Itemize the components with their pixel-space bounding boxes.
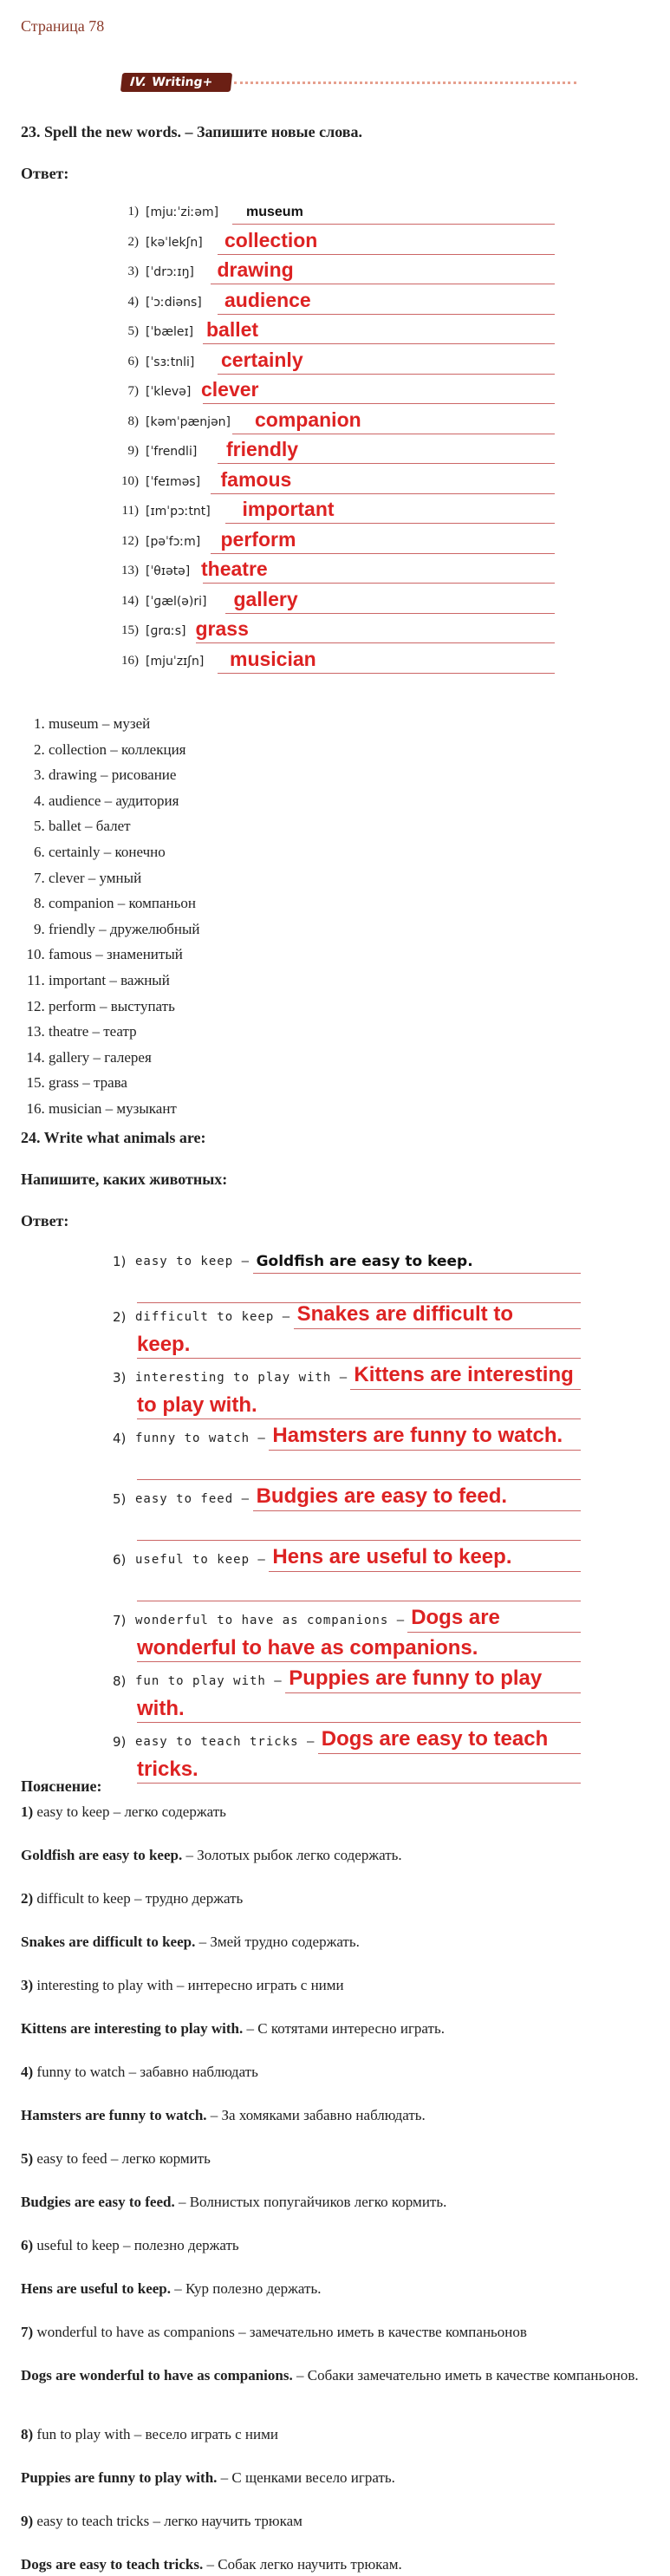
- explanation-text: – С щенками весело играть.: [217, 2469, 395, 2486]
- explanation-bold: 6): [21, 2237, 34, 2253]
- explanation-line: [21, 1800, 654, 1823]
- spelled-word: famous: [220, 467, 292, 491]
- explanation-line: [21, 2234, 654, 2257]
- translation-item: 1. museum – музей: [49, 711, 569, 737]
- word-row: [113, 408, 555, 441]
- answer-line: [203, 403, 555, 404]
- explanation-text: easy to keep – легко содержать: [33, 1803, 226, 1820]
- explanation-bold: 3): [21, 1977, 34, 1993]
- answer-line-second: [137, 1358, 581, 1359]
- animal-answer-continued: to play with.: [137, 1393, 257, 1417]
- answer-line: [218, 673, 555, 674]
- explanation-line: [21, 2147, 654, 2170]
- word-row-number: 1): [127, 205, 139, 218]
- answer-line-second: [137, 1540, 581, 1541]
- spelled-word: audience: [224, 288, 311, 311]
- spelled-word: companion: [255, 408, 361, 431]
- word-row-number: 7): [127, 384, 139, 398]
- explanation-text: – Собаки замечательно иметь в качестве компаньонов.: [292, 2367, 639, 2384]
- translation-item: 15. grass – трава: [49, 1070, 569, 1096]
- explanation-text: easy to teach tricks – легко научить трюкам: [33, 2513, 302, 2529]
- translation-item: 13. theatre – театр: [49, 1019, 569, 1045]
- animal-row-number: 3): [113, 1370, 127, 1386]
- translation-item: 16. musician – музыкант: [49, 1096, 569, 1122]
- explanation-bold: Kittens are interesting to play with.: [21, 2020, 244, 2037]
- spelled-word: gallery: [233, 587, 298, 610]
- animal-answer-continued: with.: [137, 1697, 185, 1720]
- explanation-text: easy to feed – легко кормить: [33, 2150, 211, 2167]
- word-row: [113, 647, 555, 681]
- word-row: [113, 440, 555, 471]
- word-row: [113, 617, 555, 650]
- animal-row-number: 1): [113, 1254, 127, 1269]
- translation-item: 10. famous – знаменитый: [49, 942, 569, 968]
- answer-line: [196, 642, 556, 643]
- explanation-bold: Dogs are wonderful to have as companions.: [21, 2367, 293, 2384]
- answer-line-second: [137, 1722, 581, 1723]
- spelled-word: ballet: [206, 318, 259, 341]
- answer-line: [253, 1510, 581, 1511]
- explanation-text: interesting to play with – интересно играть с ними: [33, 1977, 344, 1993]
- page-number: Страница 78: [21, 17, 105, 35]
- transcription: [ˈsɜːtnli]: [146, 355, 195, 369]
- word-row-number: 8): [127, 414, 139, 428]
- explanation-bold: 2): [21, 1890, 34, 1907]
- answer-line-second: [137, 1418, 581, 1419]
- transcription: [ˈfeɪməs]: [146, 474, 201, 489]
- word-row: [113, 587, 555, 621]
- explanation-text: – Змей трудно содержать.: [195, 1934, 360, 1950]
- translation-item: 5. ballet – балет: [49, 813, 569, 839]
- word-row-number: 14): [121, 593, 139, 608]
- animal-prompt: difficult to keep —: [135, 1310, 291, 1324]
- answer-line: [218, 374, 555, 375]
- explanation-text: – С котятами интересно играть.: [243, 2020, 445, 2037]
- answer-line: [407, 1632, 581, 1633]
- answer-line: [211, 553, 556, 554]
- answer-line-second: [137, 1783, 581, 1784]
- explanation-line: [21, 2017, 654, 2040]
- transcription: [ˈɔːdiəns]: [146, 295, 202, 310]
- word-row-number: 11): [121, 504, 139, 518]
- explanation-text: funny to watch – забавно наблюдать: [33, 2064, 258, 2080]
- animal-row-number: 9): [113, 1734, 127, 1750]
- transcription: [ˈbæleɪ]: [146, 325, 194, 339]
- transcription: [mjuːˈziːəm]: [146, 205, 219, 219]
- answer-line: [253, 1273, 581, 1274]
- answer-line: [211, 493, 556, 494]
- spelled-word: musician: [230, 647, 316, 670]
- section-banner: [121, 68, 576, 97]
- explanation-text: useful to keep – полезно держать: [33, 2237, 239, 2253]
- transcription: [mjuˈzɪʃn]: [146, 654, 205, 668]
- spelled-word: collection: [224, 228, 318, 251]
- explanation-bold: Dogs are easy to teach tricks.: [21, 2556, 204, 2573]
- word-row-number: 10): [121, 473, 139, 488]
- word-row-number: 9): [127, 444, 139, 458]
- animal-answer: Kittens are interesting: [354, 1363, 574, 1386]
- spelled-word: museum: [246, 205, 303, 219]
- translation-item: 8. companion – компаньон: [49, 890, 569, 916]
- word-row-number: 12): [121, 533, 139, 548]
- explanation-line: [21, 1973, 654, 1997]
- word-row: [113, 500, 555, 531]
- banner-label: Writing+: [151, 75, 214, 89]
- translation-item: 6. certainly – конечно: [49, 839, 569, 865]
- word-row: [113, 560, 555, 590]
- animal-answer-continued: tricks.: [137, 1758, 198, 1781]
- animal-answer: Snakes are difficult to: [296, 1302, 513, 1326]
- explanation-bold: Goldfish are easy to keep.: [21, 1847, 183, 1863]
- explanation-bold: Snakes are difficult to keep.: [21, 1934, 196, 1950]
- answer-line: [218, 463, 555, 464]
- explanation-bold: 5): [21, 2150, 34, 2167]
- explanation-text: – Волнистых попугайчиков легко кормить.: [174, 2194, 447, 2210]
- translation-list: [21, 711, 569, 1122]
- spelled-word: important: [242, 498, 335, 520]
- explanation-line: [21, 2320, 654, 2344]
- exercise-24-title: 24. Write what animals are:: [21, 1129, 206, 1146]
- word-row: [113, 228, 555, 262]
- translation-item: 11. important – важный: [49, 968, 569, 994]
- animal-row-number: 7): [113, 1613, 127, 1628]
- explanation-bold: 7): [21, 2324, 34, 2340]
- answer-line: [203, 583, 555, 584]
- answer-line: [294, 1328, 581, 1329]
- exercise-23-answer-label: Ответ:: [21, 165, 69, 182]
- explanation-bold: 1): [21, 1803, 34, 1820]
- word-row: [113, 348, 555, 382]
- transcription: [ɡrɑːs]: [146, 624, 186, 638]
- transcription: [ˈɡæl(ə)ri]: [146, 594, 207, 609]
- word-row-number: 2): [127, 234, 139, 249]
- explanation-text: – Собак легко научить трюкам.: [203, 2556, 402, 2573]
- spelled-word: certainly: [221, 348, 303, 371]
- animal-prompt: interesting to play with —: [135, 1371, 348, 1385]
- answer-line: [203, 343, 555, 344]
- word-row-number: 4): [127, 294, 139, 309]
- explanation-title: Пояснение:: [21, 1777, 102, 1795]
- banner-tag: [120, 73, 233, 92]
- spelled-word: friendly: [226, 438, 299, 460]
- explanation-bold: Puppies are funny to play with.: [21, 2469, 218, 2486]
- explanation-line: [21, 1887, 654, 1910]
- explanation-line: [21, 2553, 654, 2576]
- animal-row-number: 2): [113, 1309, 127, 1325]
- answer-line: [225, 613, 556, 614]
- word-row: [113, 467, 555, 501]
- word-row: [113, 258, 555, 291]
- animal-prompt: easy to feed —: [135, 1492, 250, 1506]
- answer-line-second: [137, 1661, 581, 1662]
- spelling-word-list: [113, 201, 555, 680]
- word-row-number: 13): [121, 564, 139, 577]
- transcription: [ˈdrɔːɪŋ]: [146, 265, 194, 279]
- explanation-bold: 8): [21, 2426, 34, 2442]
- animal-row-number: 6): [113, 1552, 127, 1568]
- spelled-word: clever: [201, 378, 259, 401]
- spelled-word: theatre: [201, 558, 268, 580]
- word-row: [113, 201, 555, 232]
- animal-row-number: 5): [113, 1491, 127, 1507]
- answer-line: [318, 1753, 581, 1754]
- transcription: [kəmˈpænjən]: [146, 414, 231, 429]
- translation-item: 4. audience – аудитория: [49, 788, 569, 814]
- animal-answer-continued: keep.: [137, 1333, 191, 1356]
- explanation-text: wonderful to have as companions – замечательно иметь в качестве компаньонов: [33, 2324, 527, 2340]
- animal-answer: Hens are useful to keep.: [272, 1545, 512, 1568]
- animal-answer: Puppies are funny to play: [289, 1666, 543, 1690]
- answer-line: [232, 224, 555, 225]
- explanation-text: fun to play with – весело играть с ними: [33, 2426, 278, 2442]
- transcription: [ˈθɪətə]: [146, 564, 191, 578]
- explanation-line: [21, 2277, 654, 2300]
- explanation-bold: 4): [21, 2064, 34, 2080]
- exercise-23-title: 23. Spell the new words. – Запишите новые слова.: [21, 123, 362, 140]
- transcription: [ˈfrendli]: [146, 445, 198, 459]
- word-row-number: 15): [121, 623, 139, 637]
- answer-line: [350, 1389, 581, 1390]
- spelled-word: perform: [220, 527, 296, 551]
- transcription: [kəˈlekʃn]: [146, 235, 203, 250]
- transcription: [ɪmˈpɔːtnt]: [146, 505, 211, 518]
- explanation-line: [21, 2060, 654, 2084]
- explanation-bold: Budgies are easy to feed.: [21, 2194, 175, 2210]
- explanation-text: difficult to keep – трудно держать: [33, 1890, 244, 1907]
- explanation-line: [21, 2423, 654, 2446]
- answer-line: [269, 1571, 581, 1572]
- animal-row-number: 4): [113, 1431, 127, 1446]
- explanation-text: – Золотых рыбок легко содержать.: [182, 1847, 402, 1863]
- word-row-number: 3): [127, 264, 139, 278]
- animal-answer: Budgies are easy to feed.: [256, 1484, 508, 1508]
- banner-number: IV.: [129, 75, 148, 89]
- spelled-word: drawing: [217, 258, 294, 281]
- translation-item: 12. perform – выступать: [49, 994, 569, 1020]
- animal-answer: Dogs are: [411, 1606, 500, 1629]
- exercise-24-subtitle: Напишите, каких животных:: [21, 1171, 228, 1188]
- answer-line: [285, 1692, 581, 1693]
- explanation-line: [21, 2509, 654, 2533]
- animal-answer-continued: wonderful to have as companions.: [137, 1636, 478, 1660]
- banner-dotted-line: [234, 82, 576, 84]
- explanation-line: [21, 2103, 654, 2127]
- explanation-line: [21, 2190, 654, 2214]
- answer-line-second: [137, 1479, 581, 1480]
- explanation-text: – За хомяками забавно наблюдать.: [206, 2107, 426, 2123]
- explanation-bold: Hamsters are funny to watch.: [21, 2107, 207, 2123]
- explanation-line: [21, 1843, 654, 1867]
- animal-prompt: funny to watch —: [135, 1431, 266, 1445]
- explanation-text: – Кур полезно держать.: [171, 2280, 322, 2297]
- translation-item: 2. collection – коллекция: [49, 737, 569, 763]
- word-row: [113, 288, 555, 322]
- word-row-number: 5): [127, 324, 139, 338]
- word-row: [113, 318, 555, 351]
- transcription: [ˈklevə]: [146, 385, 192, 399]
- explanation-line: [21, 1930, 654, 1953]
- animal-row-number: 8): [113, 1673, 127, 1689]
- explanation-line: [21, 2466, 654, 2489]
- answer-line: [225, 523, 556, 524]
- word-row: [113, 378, 555, 411]
- explanation-line: [21, 2364, 654, 2387]
- answer-line: [218, 314, 555, 315]
- word-row-number: 6): [127, 354, 139, 368]
- translation-item: 7. clever – умный: [49, 865, 569, 891]
- answer-line: [218, 254, 555, 255]
- animal-prompt: wonderful to have as companions —: [135, 1614, 406, 1627]
- animal-answer: Dogs are easy to teach: [321, 1727, 549, 1751]
- exercise-24-answer-label: Ответ:: [21, 1212, 69, 1229]
- explanation-bold: Hens are useful to keep.: [21, 2280, 171, 2297]
- spelled-word: grass: [195, 617, 249, 640]
- animal-prompt: useful to keep —: [135, 1553, 266, 1567]
- translation-item: 9. friendly – дружелюбный: [49, 916, 569, 942]
- translation-item: 14. gallery – галерея: [49, 1045, 569, 1071]
- animal-prompt: fun to play with —: [135, 1674, 283, 1688]
- animal-answer: Hamsters are funny to watch.: [272, 1424, 563, 1447]
- transcription: [pəˈfɔːm]: [146, 534, 201, 549]
- explanation-bold: 9): [21, 2513, 34, 2529]
- word-row-number: 16): [121, 653, 139, 668]
- word-row: [113, 527, 555, 561]
- translation-item: 3. drawing – рисование: [49, 762, 569, 788]
- animal-prompt: easy to teach tricks —: [135, 1735, 315, 1749]
- animal-answer: Goldfish are easy to keep.: [256, 1253, 473, 1270]
- animal-prompt: easy to keep —: [135, 1255, 250, 1268]
- answer-line: [269, 1450, 581, 1451]
